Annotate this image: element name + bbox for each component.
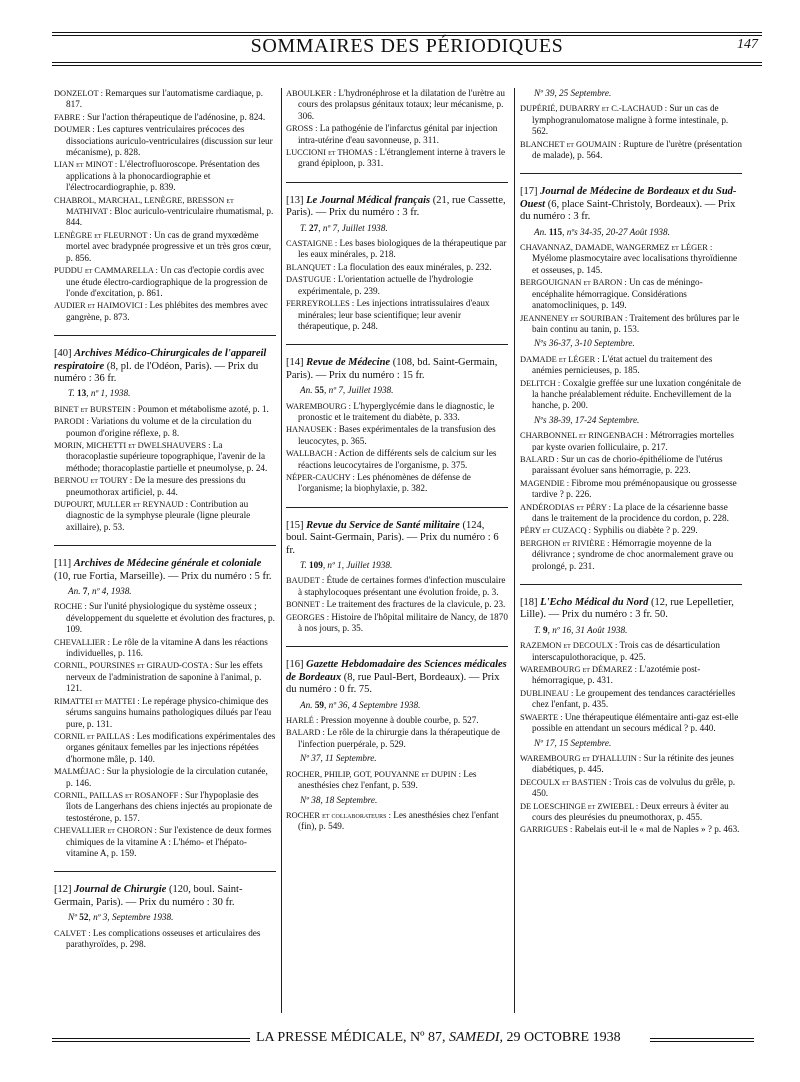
author-names: LENÈGRE et FLEURNOT : <box>54 230 152 240</box>
issue-line: T. 13, nº 1, 1938. <box>68 388 131 399</box>
article-title: L'hyperglycémie dans le diagnostic, le pronostic et le traitement du diabète, p. 333. <box>298 400 495 422</box>
header-rule <box>52 65 762 66</box>
article-title: La place de la césarienne basse dans le traitement de la procidence du cordon, p. 228. <box>532 501 729 523</box>
list-item <box>286 88 508 122</box>
list-item <box>286 575 508 598</box>
list-item <box>54 637 276 660</box>
article-title: Les captures ventriculaires précoces des dissociations auriculo-ventriculaires (discussion sur leur mécanisme), p. 828. <box>66 124 273 158</box>
list-item <box>286 810 508 833</box>
author-names: GARRIGUES : <box>520 825 573 835</box>
article-title: Variations du volume et de la circulation du poumon d'origine réflexe, p. 8. <box>66 416 252 438</box>
author-names: ROCHER et collaborateurs : <box>286 810 391 820</box>
section-header-13: [13] Le Journal Médical français (21, rue Cassette, Paris). — Prix du numéro : 3 fr. <box>286 182 508 220</box>
author-names: DECOULX et BASTIEN : <box>520 777 612 787</box>
journal-name: L'Echo Médical du Nord <box>540 597 649 609</box>
author-names: HARLÉ : <box>286 716 319 726</box>
article-title: Le repérage physico-chimique des sérums sanguins humains pathologiques dilués par l'eau pure, p. 131. <box>66 695 272 729</box>
author-names: CHARBONNEL et RINGENBACH : <box>520 431 648 441</box>
list-item <box>54 475 276 498</box>
entry-list <box>286 769 508 792</box>
list-item <box>54 731 276 765</box>
list-item <box>520 354 742 377</box>
article-title: Sur l'hypoplasie des îlots de Langerhans des chiens injectés au propionate de testostérone, p. 157. <box>66 789 273 823</box>
list-item <box>54 230 276 264</box>
issue-line: T. 109, nº 1, Juillet 1938. <box>300 560 393 570</box>
list-item <box>286 472 508 495</box>
author-names: DASTUGUE : <box>286 275 336 285</box>
list-item <box>520 525 742 536</box>
journal-name: Revue du Service de Santé militaire <box>306 519 460 531</box>
issue-line: An. 115, nºs 34-35, 20-27 Août 1938. <box>534 226 670 237</box>
column-divider <box>514 88 515 1013</box>
article-title: Une thérapeutique élémentaire anti-gaz est-elle possible en attendant un secours médical ? p. 440. <box>532 711 739 734</box>
article-title: Sur un cas de lymphogranulomatose maligne à forme intestinale, p. 562. <box>532 103 729 137</box>
list-item <box>286 448 508 471</box>
author-names: BAUDET : <box>286 576 325 586</box>
page-footer <box>52 1030 762 1052</box>
article-title: Coxalgie greffée sur une luxation congénitale de la hanche préalablement réduite. Enchevillement de la hanche, p. 200. <box>532 377 741 411</box>
column-3 <box>520 88 742 837</box>
list-item <box>54 928 276 951</box>
list-item <box>520 538 742 572</box>
journal-name: Le Journal Médical français <box>306 194 431 206</box>
list-item <box>286 424 508 447</box>
entry-list <box>520 430 742 572</box>
list-item <box>520 242 742 276</box>
article-title: Fibrome mou préménopausique ou grossesse tardive ? p. 226. <box>532 477 737 500</box>
article-title: Deux erreurs à éviter au cours des pleurésies du pneumothorax, p. 455. <box>532 800 729 822</box>
list-item <box>520 640 742 663</box>
column-divider <box>281 88 282 1013</box>
author-names: CHAVANNAZ, DAMADE, WANGERMEZ et LÉGER : <box>520 243 713 253</box>
article-title: L'état actuel du traitement des anémies pernicieuses, p. 185. <box>532 353 713 376</box>
list-item <box>54 195 276 229</box>
author-names: ABOULKER : <box>286 89 337 98</box>
issue-line: Nº 38, 18 Septembre. <box>300 794 378 805</box>
author-names: HANAUSEK : <box>286 425 337 435</box>
list-item <box>54 88 276 111</box>
list-item <box>520 777 742 800</box>
column-1 <box>54 88 276 951</box>
article-title: Sur l'existence de deux formes chimiques de la vitamine A : L'hémo- et l'hépato-vitamine A, p. 159. <box>66 825 272 858</box>
issue-line: Nºs 38-39, 17-24 Septembre. <box>534 414 640 425</box>
entry-list <box>520 640 742 734</box>
article-title: Un cas d'ectopie cordis avec une étude électro-cardiographique de la progression de l'onde d'excitation, p. 861. <box>66 265 268 298</box>
article-title: Les phénomènes de défense de l'organisme; la biophylaxie, p. 382. <box>298 471 471 494</box>
article-title: Sur l'action thérapeutique de l'adénosine, p. 824. <box>84 111 266 122</box>
issue-line: Nºs 36-37, 3-10 Septembre. <box>534 338 635 349</box>
journal-name: Gazette Hebdomadaire des Sciences médicales de Bordeaux <box>286 659 507 683</box>
list-item <box>54 112 276 123</box>
list-item <box>520 313 742 336</box>
footer-rule <box>650 1041 754 1042</box>
list-item <box>520 502 742 525</box>
list-item <box>286 599 508 610</box>
author-names: DE LOESCHINGE et ZWIEBEL : <box>520 801 639 811</box>
article-title: Trois cas de volvulus du grêle, p. 450. <box>532 776 736 799</box>
author-names: BLANCHET et GOUMAIN : <box>520 139 621 149</box>
author-names: WAREMBOURG : <box>286 401 351 411</box>
article-title: Sur l'unité physiologique du système osseux ; développement du squelette et évolution des fractures, p. 109. <box>66 601 275 635</box>
author-names: DUBLINEAU : <box>520 688 574 698</box>
author-names: CHEVALLIER et CHORON : <box>54 826 157 836</box>
article-title: Un cas de grand myxœdème mortel avec bradypnée progressive et un très gros cœur, p. 856. <box>66 229 272 263</box>
author-names: WAREMBOURG et D'HALLUIN : <box>520 753 642 763</box>
article-title: Sur la rétinite des jeunes diabétiques, p. 445. <box>532 752 734 775</box>
list-item <box>520 688 742 711</box>
author-names: CORNIL, POURSINES et GIRAUD-COSTA : <box>54 661 213 671</box>
article-title: Les injections intratissulaires d'eaux minérales; leur base scientifique; leur avenir thérapeutique, p. 248. <box>298 298 490 331</box>
author-names: BINET et BURSTEIN : <box>54 404 136 414</box>
article-title: Le groupement des tendances caractérielles chez l'enfant, p. 435. <box>532 687 736 710</box>
list-item <box>520 712 742 735</box>
article-title: Hémorragie moyenne de la délivrance ; syndrome de choc anormalement grave ou prolongé, p. 231. <box>532 537 734 571</box>
author-names: DAMADE et LÉGER : <box>520 354 600 364</box>
list-item <box>54 124 276 158</box>
list-item <box>286 123 508 146</box>
article-title: Sur les effets nerveux de l'administration de saponine à l'animal, p. 121. <box>66 660 263 694</box>
article-title: Poumon et métabolisme azoté, p. 1. <box>135 403 269 414</box>
issue-line: An. 55, nº 7, Juillet 1938. <box>300 385 394 396</box>
list-item <box>520 478 742 501</box>
section-header-18: [18] L'Echo Médical du Nord (12, rue Lepelletier, Lille). — Prix du numéro : 3 fr. 50. <box>520 584 742 622</box>
list-item <box>54 601 276 635</box>
issue-line: T. 27, nº 7, Juillet 1938. <box>300 222 388 233</box>
section-header-16: [16] Gazette Hebdomadaire des Sciences médicales de Bordeaux (8, rue Paul-Bert, Bordeaux). — Prix du numéro : 0 fr. 75. <box>286 646 508 696</box>
author-names: BERNOU et TOURY : <box>54 476 133 486</box>
author-names: PARODI : <box>54 417 89 427</box>
author-names: MAGENDIE : <box>520 478 570 488</box>
list-item <box>54 300 276 323</box>
list-item <box>286 274 508 297</box>
list-item <box>54 790 276 824</box>
issue-line: Nº 37, 11 Septembre. <box>300 753 377 764</box>
article-title: Trois cas de désarticulation interscapulothoracique, p. 425. <box>532 640 720 662</box>
article-title: Pression moyenne à double courbe, p. 527. <box>318 715 479 726</box>
list-item <box>520 430 742 453</box>
section-header-11: [11] Archives de Médecine générale et coloniale (10, rue Fortia, Marseille). — Prix du numéro : 5 fr. <box>54 545 276 583</box>
author-names: MORIN, MICHETTI et DWELSHAUVERS : <box>54 440 211 450</box>
list-item <box>520 454 742 477</box>
article-title: L'électrofluoroscope. Présentation des applications à la phonocardiographie et l'électrocardiographie, p. 839. <box>66 159 260 193</box>
author-names: GROSS : <box>286 124 318 134</box>
author-names: RAZEMON et DECOULX : <box>520 641 618 651</box>
list-item <box>286 238 508 261</box>
author-names: BALARD : <box>286 728 325 738</box>
author-names: FERREYROLLES : <box>286 299 355 309</box>
author-names: WAREMBOURG et DÉMAREZ : <box>520 665 637 675</box>
article-title: Traitement des brûlures par le bain continu au tanin, p. 153. <box>532 312 740 334</box>
author-names: PUDDU et CAMMARELLA : <box>54 266 158 276</box>
author-names: BONNET : <box>286 600 325 610</box>
entry-list <box>286 715 508 750</box>
article-title: Le traitement des fractures de la clavicule, p. 23. <box>324 599 506 610</box>
article-title: Un cas de méningo-encéphalite hémorragique. Considérations anatomocliniques, p. 149. <box>532 277 703 311</box>
list-item <box>286 727 508 750</box>
article-title: Action de différents sels de calcium sur les réactions leucocytaires de l'organisme, p. 375. <box>298 448 497 470</box>
author-names: MALMÉJAC : <box>54 767 105 777</box>
list-item <box>54 499 276 533</box>
list-item <box>520 139 742 162</box>
author-names: DUPOURT, MULLER et REYNAUD : <box>54 500 188 509</box>
author-names: BLANQUET : <box>286 262 336 272</box>
entry-list <box>520 753 742 836</box>
entry-list <box>520 242 742 335</box>
author-names: ANDÉRODIAS et PÉRY : <box>520 502 612 512</box>
list-item <box>286 612 508 635</box>
author-names: RIMATTEI et MATTEI : <box>54 696 140 706</box>
header-rule <box>52 62 762 63</box>
article-title: Le rôle de la vitamine A dans les réactions individuelles, p. 116. <box>66 636 268 659</box>
article-title: Sur la physiologie de la circulation cutanée, p. 146. <box>66 766 268 788</box>
list-item <box>286 262 508 273</box>
article-title: Sur un cas de chorio-épithéliome de l'utérus paraissant évoluer sans hémorragie, p. 223. <box>532 453 723 476</box>
footer-text: LA PRESSE MÉDICALE, Nº 87, SAMEDI, 29 OCTOBRE 1938 <box>256 1030 621 1045</box>
author-names: DUPÉRIÉ, DUBARRY et C.-LACHAUD : <box>520 104 668 114</box>
list-item <box>54 660 276 694</box>
article-title: Rupture de l'urètre (présentation de malade), p. 564. <box>532 138 742 161</box>
list-item <box>54 404 276 415</box>
article-title: La pathogénie de l'infarctus génital par injection intra-utérine d'eau savonneuse, p. 311. <box>298 123 498 145</box>
journal-name: Archives de Médecine générale et coloniale <box>73 558 262 570</box>
section-header-12: [12] Journal de Chirurgie (120, boul. Saint-Germain, Paris). — Prix du numéro : 30 fr. <box>54 871 276 909</box>
list-item <box>520 277 742 311</box>
list-item <box>286 298 508 332</box>
page-title: SOMMAIRES DES PÉRIODIQUES <box>250 35 564 57</box>
entry-list <box>54 88 276 323</box>
article-title: Syphilis ou diabète ? p. 229. <box>591 525 698 536</box>
footer-rule <box>650 1038 754 1039</box>
entry-list <box>286 88 508 170</box>
article-title: La floculation des eaux minérales, p. 232. <box>335 261 492 272</box>
article-title: L'hydronéphrose et la dilatation de l'urètre au cours des prolapsus génitaux totaux; leur mécanisme, p. 306. <box>298 88 505 121</box>
article-title: Les anesthésies chez l'enfant (fin), p. 549. <box>298 809 499 832</box>
article-title: De la mesure des pressions du pneumothorax artificiel, p. 44. <box>66 475 246 497</box>
list-item <box>286 401 508 424</box>
article-title: Les modifications expérimentales des organes génitaux femelles par les injections répétées d'hormone mâle, p. 140. <box>66 730 276 764</box>
author-names: GEORGES : <box>286 612 330 622</box>
entry-list <box>286 810 508 833</box>
entry-list <box>520 354 742 412</box>
author-names: AUDIER et HAIMOVICI : <box>54 301 148 311</box>
page-header <box>52 28 762 68</box>
author-names: DONZELOT : <box>54 89 103 98</box>
list-item <box>54 440 276 474</box>
list-item <box>54 696 276 730</box>
issue-line: An. 59, nº 36, 4 Septembre 1938. <box>300 699 421 710</box>
journal-name: Journal de Médecine de Bordeaux et du Sud-Ouest <box>520 186 737 210</box>
article-title: Contribution au diagnostic de la symphyse pleurale (ligne pleurale axillaire), p. 53. <box>66 499 251 532</box>
author-names: CORNIL et PAILLAS : <box>54 731 135 741</box>
author-names: LUCCIONI et THOMAS : <box>286 148 378 158</box>
list-item <box>520 801 742 824</box>
author-names: DELITCH : <box>520 378 561 388</box>
author-names: FABRE : <box>54 112 85 122</box>
article-title: L'azotémie post-hémorragique, p. 431. <box>532 664 701 686</box>
author-names: BALARD : <box>520 454 559 464</box>
article-title: Remarques sur l'automatisme cardiaque, p. 817. <box>66 88 264 110</box>
article-title: Les anesthésies chez l'enfant, p. 539. <box>298 768 477 791</box>
entry-list <box>54 928 276 951</box>
list-item <box>520 378 742 412</box>
section-header-17: [17] Journal de Médecine de Bordeaux et du Sud-Ouest (6, place Saint-Christoly, Bordeaux). — Prix du numéro : 3 fr. <box>520 173 742 223</box>
author-names: CORNIL, PAILLAS et ROSANOFF : <box>54 790 183 800</box>
author-names: BERGOUIGNAN et BARON : <box>520 278 627 288</box>
author-names: NÉPER-CAUCHY : <box>286 472 355 482</box>
entry-list <box>286 401 508 495</box>
header-rule <box>52 32 762 33</box>
article-title: L'orientation actuelle de l'hydrologie expérimentale, p. 239. <box>298 274 474 296</box>
journal-name: Archives Médico-Chirurgicales de l'appareil respiratoire <box>54 348 267 372</box>
article-title: L'étranglement interne à travers le grand épiploon, p. 331. <box>298 147 506 169</box>
list-item <box>54 265 276 299</box>
article-title: Métrorragies mortelles par kyste ovarien folliculaire, p. 217. <box>532 430 734 452</box>
article-title: La thoracoplastie supérieure topographique, l'avenir de la méthode; thoracoplastie partielle et pneumolyse, p. 24. <box>66 439 268 473</box>
footer-rule <box>52 1038 250 1039</box>
section-header-15: [15] Revue du Service de Santé militaire (124, boul. Saint-Germain, Paris). — Prix du numéro : 6 fr. <box>286 507 508 557</box>
article-title: Les phlébites des membres avec gangrène, p. 873. <box>66 300 268 322</box>
section-header-40: [40] Archives Médico-Chirurgicales de l'appareil respiratoire (8, pl. de l'Odéon, Paris). — Prix du numéro : 36 fr. <box>54 335 276 385</box>
list-item <box>520 103 742 137</box>
list-item <box>520 664 742 687</box>
author-names: WALLBACH : <box>286 449 337 459</box>
entry-list <box>54 601 276 859</box>
page-number: 147 <box>737 37 758 52</box>
column-2 <box>286 88 508 834</box>
list-item <box>520 824 742 835</box>
footer-rule <box>52 1041 250 1042</box>
list-item <box>54 416 276 439</box>
entry-list <box>286 238 508 332</box>
issue-line: Nº 17, 15 Septembre. <box>534 737 612 748</box>
issue-line: Nº 39, 25 Septembre. <box>534 88 612 98</box>
article-title: Les bases biologiques de la thérapeutique par les eaux minérales, p. 218. <box>298 238 507 260</box>
author-names: DOUMER : <box>54 125 95 135</box>
article-title: Le rôle de la chirurgie dans la thérapeutique de l'infection puerpérale, p. 529. <box>298 727 500 749</box>
author-names: CALVET : <box>54 928 91 938</box>
author-names: JEANNENEY et SOURIBAN : <box>520 313 628 323</box>
author-names: PÉRY et CUZACQ : <box>520 526 592 536</box>
list-item <box>520 753 742 776</box>
entry-list <box>520 103 742 161</box>
article-title: Histoire de l'hôpital militaire de Nancy, de 1870 à nos jours, p. 35. <box>298 611 508 634</box>
article-title: Bloc auriculo-ventriculaire rhumatismal, p. 844. <box>66 206 274 228</box>
article-title: Rabelais eut-il le « mal de Naples » ? p. 463. <box>572 824 740 835</box>
article-title: Myélome plasmocytaire avec localisations thyroïdienne et osseuses, p. 145. <box>532 253 738 275</box>
issue-line: Nº 52, nº 3, Septembre 1938. <box>68 912 174 923</box>
author-names: CASTAIGNE : <box>286 239 338 249</box>
author-names: CHABROL, MARCHAL, LENÈGRE, BRESSON et MATHIVAT : <box>54 195 234 217</box>
author-names: BERGHON et RIVIÈRE : <box>520 538 610 548</box>
article-title: Bases expérimentales de la transfusion des leucocytes, p. 365. <box>298 424 496 446</box>
issue-line: An. 7, nº 4, 1938. <box>68 586 132 597</box>
author-names: ROCHE : <box>54 602 87 612</box>
list-item <box>286 147 508 170</box>
entry-list <box>286 575 508 634</box>
list-item <box>54 159 276 193</box>
author-names: SWAERTE : <box>520 712 563 722</box>
journal-name: Revue de Médecine <box>306 357 391 369</box>
author-names: ROCHER, PHILIP, GOT, POUYANNE et DUPIN : <box>286 769 461 779</box>
list-item <box>286 715 508 726</box>
list-item <box>286 769 508 792</box>
article-title: Les complications osseuses et articulaires des parathyroïdes, p. 298. <box>66 927 261 949</box>
section-header-14: [14] Revue de Médecine (108, bd. Saint-Germain, Paris). — Prix du numéro : 15 fr. <box>286 344 508 382</box>
entry-list <box>54 404 276 533</box>
author-names: LIAN et MINOT : <box>54 160 118 170</box>
list-item <box>54 825 276 859</box>
list-item <box>54 766 276 789</box>
journal-name: Journal de Chirurgie <box>74 884 167 896</box>
author-names: CHEVALLIER : <box>54 637 110 647</box>
article-title: Étude de certaines formes d'infection musculaire à staphylocoques présentant une évolution froide, p. 3. <box>298 575 506 597</box>
issue-line: T. 9, nº 16, 31 Août 1938. <box>534 624 628 635</box>
